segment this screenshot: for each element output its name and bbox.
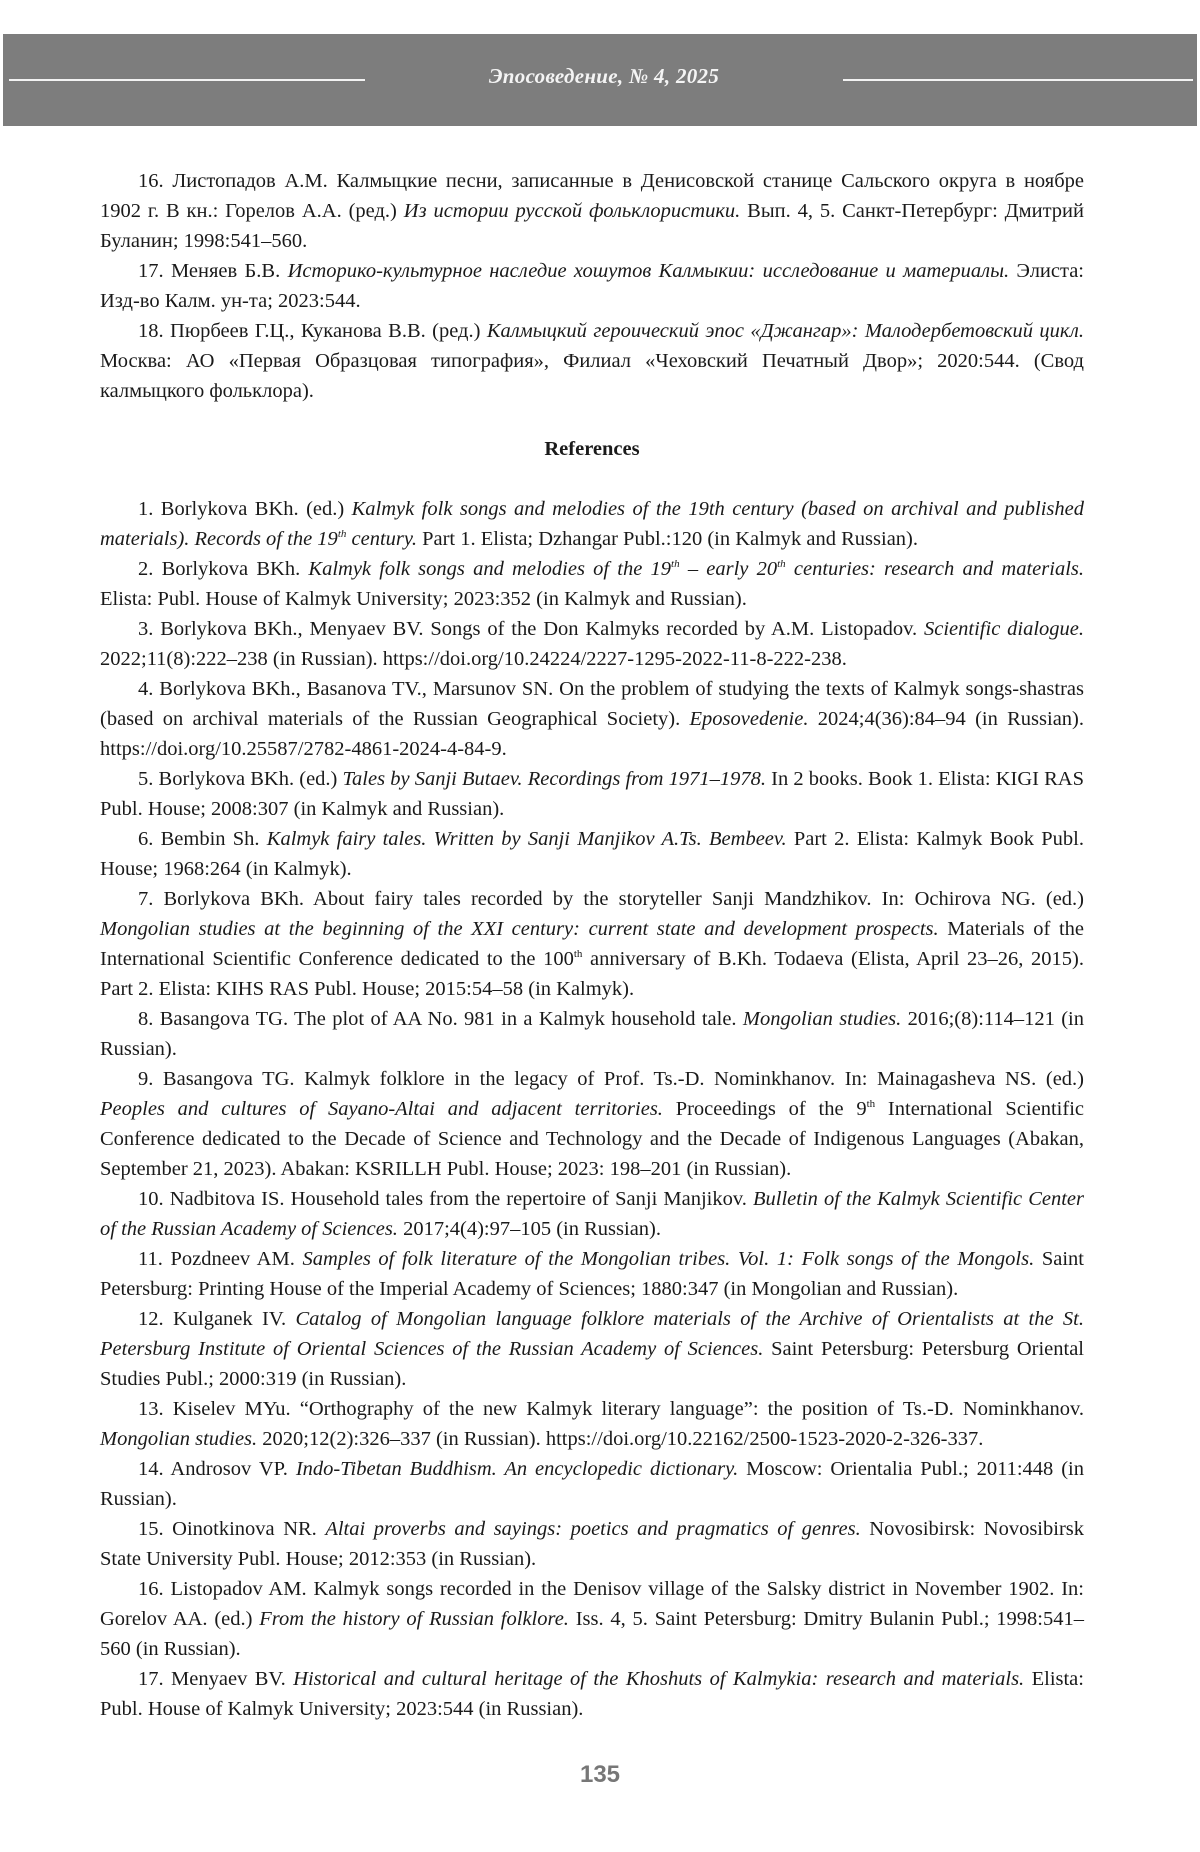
- reference-title: Mongolian studies at the beginning of the XXI century: current state and development prospects.: [100, 918, 939, 940]
- reference-text: 11. Pozdneev AM.: [138, 1248, 303, 1270]
- reference-title: – early 20: [679, 558, 778, 580]
- reference-title: Из истории русской фольклористики.: [403, 200, 741, 222]
- header-rule-right: [843, 79, 1193, 81]
- reference-text: Moscow: Orientalia Publ.; 2011:448 (in Russian).: [100, 1458, 1084, 1510]
- russian-reference-list: [100, 166, 1084, 406]
- reference-entry: [100, 1304, 1084, 1394]
- reference-text: 7. Borlykova BKh. About fairy tales recorded by the storyteller Sanji Mandzhikov. In: Ochirova NG. (ed.): [138, 888, 1084, 910]
- reference-entry: [100, 1664, 1084, 1724]
- reference-text: 17. Меняев Б.В.: [138, 260, 288, 282]
- reference-text: 14. Androsov VP.: [138, 1458, 296, 1480]
- reference-entry: [100, 1004, 1084, 1064]
- reference-entry: [100, 316, 1084, 406]
- reference-title: Mongolian studies.: [100, 1428, 258, 1450]
- reference-title: Catalog of Mongolian language folklore materials of the Archive of Orientalists at the St. Petersburg Institute of Oriental Sciences of the Russian Academy of Sciences.: [100, 1308, 1084, 1360]
- reference-title: Samples of folk literature of the Mongolian tribes. Vol. 1: Folk songs of the Mongols.: [302, 1248, 1035, 1270]
- reference-text: 3. Borlykova BKh., Menyaev BV. Songs of the Don Kalmyks recorded by A.M. Listopadov.: [138, 618, 925, 640]
- reference-text: Novosibirsk: Novosibirsk State University Publ. House; 2012:353 (in Russian).: [100, 1518, 1084, 1570]
- reference-text: anniversary of B.Kh. Todaeva (Elista, April 23–26, 2015). Part 2. Elista: KIHS RAS Publ. House; 2015:54–58 (in Kalmyk).: [100, 948, 1084, 1000]
- reference-text: Part 1. Elista; Dzhangar Publ.:120 (in Kalmyk and Russian).: [416, 528, 919, 550]
- reference-title: Калмыцкий героический эпос «Джангар»: Малодербетовский цикл.: [486, 320, 1084, 342]
- reference-text: 8. Basangova TG. The plot of AA No. 981 in a Kalmyk household tale.: [138, 1008, 743, 1030]
- reference-entry: [100, 1574, 1084, 1664]
- reference-title: Altai proverbs and sayings: poetics and pragmatics of genres.: [325, 1518, 861, 1540]
- references-heading: References: [544, 438, 640, 460]
- reference-entry: [100, 1514, 1084, 1574]
- page-body: [100, 166, 1084, 1724]
- reference-entry: [100, 884, 1084, 1004]
- reference-text: 5. Borlykova BKh. (ed.): [138, 768, 343, 790]
- reference-entry: [100, 1244, 1084, 1304]
- reference-text: Элиста: Изд-во Калм. ун-та; 2023:544.: [100, 260, 1084, 312]
- reference-title: Kalmyk folk songs and melodies of the 19th century (based on archival and published materials). Records of the 19: [100, 498, 1084, 550]
- reference-entry: [100, 764, 1084, 824]
- reference-title: Bulletin of the Kalmyk Scientific Center of the Russian Academy of Sciences.: [100, 1188, 1084, 1240]
- reference-entry: [100, 256, 1084, 316]
- reference-text: 10. Nadbitova IS. Household tales from the repertoire of Sanji Manjikov.: [138, 1188, 753, 1210]
- page-number: 135: [579, 1761, 621, 1788]
- reference-text: Вып. 4, 5. Санкт-Петербург: Дмитрий Буланин; 1998:541–560.: [100, 200, 1084, 252]
- reference-entry: [100, 1394, 1084, 1454]
- reference-title: th: [777, 558, 786, 571]
- reference-text: 18. Пюрбеев Г.Ц., Куканова В.В. (ред.): [138, 320, 487, 342]
- reference-title: Mongolian studies.: [742, 1008, 902, 1030]
- reference-text: Proceedings of the 9: [662, 1098, 867, 1120]
- reference-list: [100, 494, 1084, 1724]
- reference-text: 16. Листопадов А.М. Калмыцкие песни, записанные в Денисовской станице Сальского округа в ноябре 1902 г. В кн.: Горелов А.А. (ред.): [100, 170, 1084, 222]
- reference-text: Part 2. Elista: Kalmyk Book Publ. House; 1968:264 (in Kalmyk).: [100, 828, 1085, 880]
- reference-title: Peoples and cultures of Sayano-Altai and adjacent territories.: [100, 1098, 663, 1120]
- reference-text: Saint Petersburg: Printing House of the Imperial Academy of Sciences; 1880:347 (in Mongolian and Russian).: [100, 1248, 1084, 1300]
- journal-title: Эпосоведение, № 4, 2025: [488, 64, 720, 88]
- reference-text: Elista: Publ. House of Kalmyk University; 2023:352 (in Kalmyk and Russian).: [100, 588, 747, 610]
- running-header: [3, 34, 1197, 126]
- reference-entry: [100, 554, 1084, 614]
- reference-text: th: [866, 1098, 876, 1111]
- reference-text: 9. Basangova TG. Kalmyk folklore in the legacy of Prof. Ts.-D. Nominkhanov. In: Mainagasheva NS. (ed.): [138, 1068, 1084, 1090]
- reference-title: Eposovedenie.: [689, 708, 809, 730]
- reference-entry: [100, 1184, 1084, 1244]
- reference-text: 2024;4(36):84–94 (in Russian). https://doi.org/10.25587/2782-4861-2024-4-84-9.: [100, 708, 1084, 760]
- reference-text: Materials of the International Scientific Conference dedicated to the 100: [100, 918, 1085, 970]
- reference-text: 13. Kiselev MYu. “Orthography of the new Kalmyk literary language”: the position of Ts.-D. Nominkhanov.: [138, 1398, 1084, 1420]
- reference-text: Saint Petersburg: Petersburg Oriental Studies Publ.; 2000:319 (in Russian).: [100, 1338, 1084, 1390]
- reference-text: In 2 books. Book 1. Elista: KIGI RAS Publ. House; 2008:307 (in Kalmyk and Russian).: [100, 768, 1084, 820]
- reference-text: Elista: Publ. House of Kalmyk University; 2023:544 (in Russian).: [100, 1668, 1084, 1720]
- reference-text: 2016;(8):114–121 (in Russian).: [100, 1008, 1084, 1060]
- reference-title: Kalmyk fairy tales. Written by Sanji Manjikov A.Ts. Bembeev.: [266, 828, 787, 850]
- reference-text: Iss. 4, 5. Saint Petersburg: Dmitry Bulanin Publ.; 1998:541–560 (in Russian).: [100, 1608, 1085, 1660]
- reference-entry: [100, 494, 1084, 554]
- reference-title: Historical and cultural heritage of the Khoshuts of Kalmykia: research and materials.: [293, 1668, 1025, 1690]
- reference-title: Scientific dialogue.: [924, 618, 1085, 640]
- reference-title: From the history of Russian folklore.: [259, 1608, 569, 1630]
- reference-text: 12. Kulganek IV.: [138, 1308, 296, 1330]
- reference-entry: [100, 166, 1084, 256]
- reference-title: th: [337, 528, 347, 541]
- reference-text: 2022;11(8):222–238 (in Russian). https://doi.org/10.24224/2227-1295-2022-11-8-222-238.: [100, 648, 847, 670]
- reference-title: Историко-культурное наследие хошутов Калмыкии: исследование и материалы.: [287, 260, 1010, 282]
- reference-entry: [100, 1454, 1084, 1514]
- reference-text: International Scientific Conference dedicated to the Decade of Science and Technology and the Decade of Indigenous Languages (Abakan, September 21, 2023). Abakan: KSRILLH Publ. House; 2023: 198–201 (in Russian).: [100, 1098, 1084, 1180]
- reference-text: 15. Oinotkinova NR.: [138, 1518, 326, 1540]
- reference-entry: [100, 824, 1084, 884]
- reference-text: 6. Bembin Sh.: [138, 828, 267, 850]
- reference-title: th: [671, 558, 680, 571]
- reference-title: centuries: research and materials.: [785, 558, 1085, 580]
- reference-text: 16. Listopadov AM. Kalmyk songs recorded in the Denisov village of the Salsky district in November 1902. In: Gorelov AA. (ed.): [100, 1578, 1084, 1630]
- reference-text: 2. Borlykova BKh.: [138, 558, 309, 580]
- reference-text: 17. Menyaev BV.: [138, 1668, 294, 1690]
- reference-title: Kalmyk folk songs and melodies of the 19: [308, 558, 672, 580]
- reference-entry: [100, 614, 1084, 674]
- reference-text: 2017;4(4):97–105 (in Russian).: [397, 1218, 662, 1240]
- reference-text: 2020;12(2):326–337 (in Russian). https://doi.org/10.22162/2500-1523-2020-2-326-337.: [257, 1428, 984, 1450]
- reference-text: Москва: АО «Первая Образцовая типография», Филиал «Чеховский Печатный Двор»; 2020:544. (Свод калмыцкого фольклора).: [100, 350, 1084, 402]
- reference-text: th: [573, 948, 583, 961]
- reference-entry: [100, 674, 1084, 764]
- reference-text: 1. Borlykova BKh. (ed.): [138, 498, 352, 520]
- reference-title: Tales by Sanji Butaev. Recordings from 1971–1978.: [342, 768, 766, 790]
- reference-title: Indo-Tibetan Buddhism. An encyclopedic dictionary.: [295, 1458, 739, 1480]
- reference-title: century.: [346, 528, 417, 550]
- reference-entry: [100, 1064, 1084, 1184]
- reference-text: 4. Borlykova BKh., Basanova TV., Marsunov SN. On the problem of studying the texts of Kalmyk songs-shastras (based on archival materials of the Russian Geographical Society).: [100, 678, 1084, 730]
- header-rule-left: [9, 79, 365, 81]
